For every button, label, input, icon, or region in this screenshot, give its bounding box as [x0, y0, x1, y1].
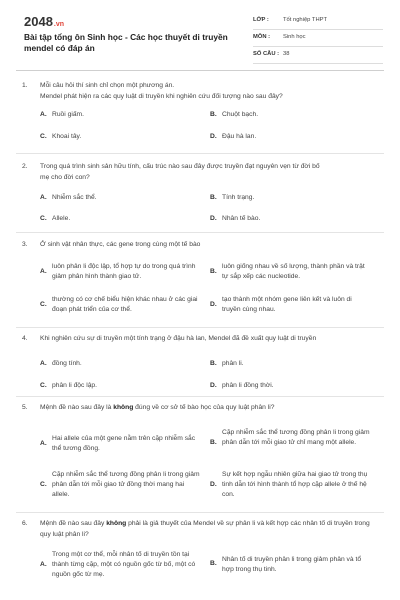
- question-divider: [16, 396, 384, 397]
- option-text: thường có cơ chế biểu hiện khác nhau ở các giai đoạn phát triển của cơ thể.: [52, 295, 198, 313]
- meta-table: [253, 13, 383, 64]
- question-number: 2.: [22, 163, 28, 170]
- option-text: luôn giống nhau về số lượng, thành phần và trật tự sắp xếp các nucleotide.: [222, 262, 365, 280]
- option-text: đồng tính.: [52, 359, 82, 367]
- question-text-pre: Mệnh đề nào sau đây: [40, 520, 107, 527]
- question-line: Mendel phát hiện ra các quy luật di truyền khi nghiên cứu đối tượng nào sau đây?: [40, 92, 283, 100]
- question-text: [40, 519, 382, 540]
- option-text: Nhân tố di truyền phân li trong giảm phân và tổ hợp trong thụ tinh.: [222, 556, 362, 573]
- option-letter: A.: [40, 561, 47, 568]
- question-3: [22, 240, 382, 337]
- question-divider: [16, 327, 384, 328]
- option-letter: B.: [210, 267, 217, 275]
- question-line: Khi nghiên cứu sự di truyền một tính trạng ở đậu hà lan, Mendel đã đề xuất quy luật di truyền: [40, 335, 317, 342]
- question-text-emphasis: không: [106, 520, 127, 527]
- meta-key: SỐ CÂU :: [253, 51, 280, 57]
- option-letter: D.: [210, 480, 217, 488]
- option-letter: D.: [210, 215, 217, 222]
- question-number: 5.: [22, 404, 28, 411]
- option-letter: B.: [210, 438, 217, 446]
- document-title: Bài tập tổng ôn Sinh học - Các học thuyết di truyền mendel có đáp án: [24, 32, 228, 53]
- question-2: [22, 162, 382, 227]
- question-line: Ở sinh vật nhân thực, các gene trong cùng một tế bào: [40, 241, 201, 248]
- option-letter: D.: [210, 381, 217, 389]
- question-line: Mỗi câu hỏi thí sinh chỉ chọn một phương án.: [40, 82, 175, 89]
- question-number: 4.: [22, 335, 28, 342]
- question-text: [40, 162, 382, 183]
- option-text: Nhiễm sắc thể.: [52, 194, 97, 201]
- question-4: [22, 334, 382, 396]
- option-letter: A.: [40, 194, 47, 201]
- question-number: 1.: [22, 82, 28, 89]
- option-text: Sự kết hợp ngẫu nhiên giữa hai giao tử trong thụ tinh dẫn tới hình thành tổ hợp cặp allele ở thế hệ con.: [222, 470, 368, 498]
- option-text: phân li.: [222, 359, 244, 367]
- option-letter: B.: [210, 359, 217, 367]
- question-text: [40, 334, 382, 345]
- option-text: Nhân tế bào.: [222, 215, 261, 222]
- option-text: Cặp nhiễm sắc thể tương đồng phân li trong giảm phân dẫn tới mỗi giao tử đồng thời mang hai allele.: [52, 470, 200, 498]
- option-text: tạo thành một nhóm gene liên kết và luôn di truyền cùng nhau.: [222, 295, 352, 313]
- question-number: 3.: [22, 241, 28, 248]
- option-letter: A.: [40, 111, 47, 118]
- question-text: [40, 403, 382, 414]
- meta-row-subject: [253, 30, 383, 47]
- meta-key: MÔN :: [253, 34, 271, 40]
- question-line: Trong quá trình sinh sản hữu tính, cấu trúc nào sau đây được truyền đạt nguyên vẹn từ đời bố: [40, 163, 320, 170]
- question-divider: [16, 153, 384, 154]
- option-text: Đậu hà lan.: [222, 133, 257, 140]
- option-text: Tính trạng.: [222, 194, 255, 201]
- option-letter: C.: [40, 300, 47, 308]
- question-divider: [16, 232, 384, 233]
- question-text-pre: Mệnh đề nào sau đây là: [40, 404, 114, 411]
- question-divider: [16, 512, 384, 513]
- option-text: Chuột bạch.: [222, 111, 259, 118]
- option-letter: C.: [40, 480, 47, 488]
- option-text: Trong một cơ thể, mỗi nhân tố di truyền tồn tại thành từng cặp, một có nguồn gốc từ bố, một có nguồn gốc từ mẹ.: [52, 551, 196, 578]
- option-text: Allele.: [52, 215, 71, 222]
- question-number: 6.: [22, 520, 28, 527]
- option-text: Cặp nhiễm sắc thể tương đồng phân li trong giảm phân dẫn tới mỗi giao tử chỉ mang một allele.: [222, 428, 370, 446]
- option-text: Hai allele của một gene nằm trên cặp nhiễm sắc thể tương đồng.: [52, 434, 196, 452]
- meta-row-class: [253, 13, 383, 30]
- meta-row-count: [253, 47, 383, 64]
- question-6: [22, 519, 382, 596]
- option-letter: C.: [40, 215, 47, 222]
- logo-sub: .vn: [53, 21, 65, 28]
- option-letter: B.: [210, 194, 217, 201]
- header-divider: [16, 70, 384, 71]
- question-text-emphasis: không: [113, 404, 134, 411]
- option-letter: C.: [40, 381, 47, 389]
- question-1: [22, 81, 382, 146]
- option-letter: A.: [40, 267, 47, 275]
- meta-key: LỚP :: [253, 17, 269, 23]
- option-letter: C.: [40, 133, 47, 140]
- option-letter: A.: [40, 439, 47, 447]
- option-text: luôn phân li độc lập, tổ hợp tự do trong quá trình giảm phân hình thành giao tử.: [52, 262, 196, 280]
- site-logo[interactable]: [24, 14, 64, 29]
- question-text-post: đúng về cơ sở tế bào học của quy luật phân li?: [133, 404, 275, 411]
- meta-value: Sinh học: [283, 34, 306, 40]
- option-text: Ruồi giấm.: [52, 111, 84, 118]
- option-letter: D.: [210, 133, 217, 140]
- option-letter: B.: [210, 111, 217, 118]
- option-letter: B.: [210, 560, 217, 567]
- option-text: phân li đồng thời.: [222, 381, 274, 389]
- question-text: [40, 240, 382, 251]
- question-text-post: phải là giả thuyết của Mendel về sự phân li và kết hợp các nhân tố di truyền trong quy luật phân li?: [40, 520, 370, 538]
- logo-main: 2048: [24, 14, 53, 29]
- option-text: Khoai tây.: [52, 133, 82, 140]
- question-5: [22, 403, 382, 516]
- meta-value: 38: [283, 51, 290, 57]
- question-text: [40, 81, 382, 102]
- option-letter: D.: [210, 300, 217, 308]
- option-text: phân li độc lập.: [52, 381, 97, 389]
- option-letter: A.: [40, 359, 47, 367]
- question-line: mẹ cho đời con?: [40, 173, 90, 181]
- meta-value: Tốt nghiệp THPT: [283, 17, 328, 23]
